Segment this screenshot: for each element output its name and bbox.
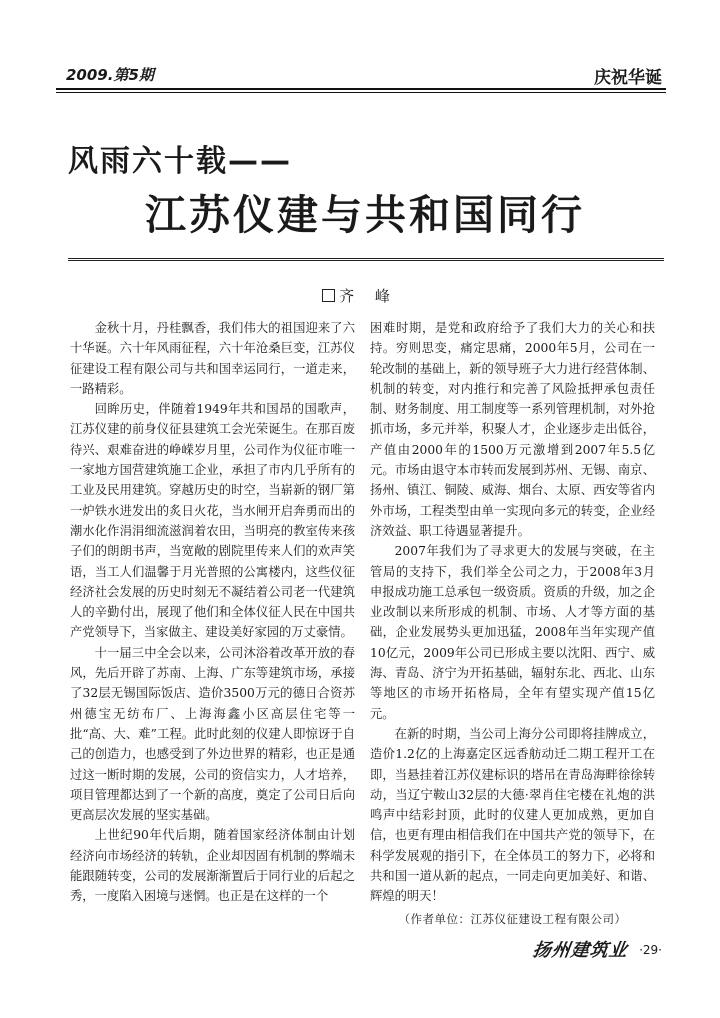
paragraph: 金秋十月，丹桂飘香，我们伟大的祖国迎来了六十华诞。六十年风雨征程，六十年沧桑巨变，江苏仪征建设工程有限公司与共和国幸运同行，一道走来，一路精彩。	[70, 321, 355, 396]
header-rule	[56, 88, 666, 90]
paragraph: 十一届三中全会以来，公司沐浴着改革开放的春风，先后开辟了苏南、上海、广东等建筑市场，承接了32层无锡国际饭店、造价3500万元的德日合资苏州德宝无纺布厂、上海海鑫小区高层住宅等一批“高、大、难”工程。此时此刻的仪建人即惊讶于自己的创造力，也感受到了外边世界的精彩，也正是通过这一断时期的发展，公司的资信实力，人才培养，项目管理都达到了一个新的高度，奠定了公司日后向更高层次发展的坚实基础。	[70, 645, 355, 823]
paragraph: 上世纪90年代后期，随着国家经济体制由计划经济向市场经济的转轨，企业却因固有机制的弊端未能跟随转变，公司的发展渐渐置后于同行业的后起之秀，一度陷入困境与迷惘。也正是在这样的一个	[70, 828, 355, 904]
author-name: 齐 峰	[339, 287, 398, 305]
author-box-icon	[322, 289, 335, 302]
page-header	[56, 58, 666, 88]
page-number: ·29·	[639, 943, 662, 957]
issue-label: 2009.第5期	[66, 66, 154, 84]
header-rule-thin	[56, 92, 666, 93]
paragraph: 回眸历史，伴随着1949年共和国昂的国歌声，江苏仪建的前身仪征县建筑工会光荣诞生。在那百废待兴、艰难奋进的峥嵘岁月里，公司作为仪征市唯一一家地方国营建筑施工企业，承担了市内几乎所有的工业及民用建筑。穿越历史的时空，当崭新的钢厂第一炉铁水进发出的炙日火花，当水闸开启奔勇而出的潮水化作涓涓细流滋润着农田，当明亮的教室传来孩子们的朗朗书声，当宽敞的剧院里传来人们的欢声笑语，当工人们温馨于月光普照的公寓楼内，这些仪征经济社会发展的历史时刻无不凝结着公司老一代建筑人的辛勤付出，展现了他们和全体仪征人民在中国共产党领导下，当家做主、建设美好家园的万丈豪情。	[70, 402, 355, 640]
section-label: 庆祝华诞	[594, 68, 662, 88]
paragraph: 2007年我们为了寻求更大的发展与突破，在主管局的支持下，我们举全公司之力，于2008年3月申报成功施工总承包一级资质。资质的升级，加之企业改制以来所形成的机制、市场、人才等方面的基础，企业发展势头更加迅猛，2008年当年实现产值10亿元，2009年公司已形成主要以沈阳、西宁、威海、青岛、济宁为开拓基础，辐射东北、西北、山东等地区的市场开拓格局，全年有望实现产值15亿元。	[370, 544, 655, 721]
author-line	[0, 285, 720, 306]
article-title-line2: 江苏仪建与共和国同行	[145, 191, 585, 239]
paragraph: 在新的时期，当公司上海分公司即将挂牌成立，造价1.2亿的上海嘉定区远香舫动迁二期工程开工在即，当悬挂着江苏仪建标识的塔吊在青岛海畔徐徐转动，当辽宁鞍山32层的大德·翠肖住宅楼在礼炮的洪鸣声中结彩封顶，此时的仪建人更加成熟，更加自信，也更有理由相信我们在中国共产党的领导下，在科学发展观的指引下，在全体员工的努力下，必将和共和国一道从新的起点，一同走向更加美好、和谐、辉煌的明天！	[370, 726, 655, 904]
paragraph: 困难时期，是党和政府给予了我们大力的关心和扶持。穷则思变，痛定思痛，2000年5月，公司在一轮改制的基础上，新的领导班子大力进行经营体制、机制的转变，对内推行和完善了风险抵押承包责任制、财务制度、用工制度等一系列管理机制，对外抢抓市场，多元并举，积聚人才，企业逐步走出低谷，产值由2000年的1500万元激增到2007年5.5亿元。市场由退守本市转而发展到苏州、无锡、南京、扬州、镇江、铜陵、威海、烟台、太原、西安等省内外市场，工程类型由单一实现向多元的转变，企业经济效益、职工待遇显著提升。	[370, 321, 655, 538]
author-unit: （作者单位：江苏仪征建设工程有限公司）	[398, 911, 627, 926]
title-rule	[68, 258, 664, 261]
left-column	[70, 318, 355, 907]
page-footer	[533, 936, 662, 962]
article-title-line1: 风雨六十载——	[68, 144, 292, 179]
right-column	[370, 318, 655, 929]
magazine-logo: 扬州建筑业	[531, 940, 630, 961]
